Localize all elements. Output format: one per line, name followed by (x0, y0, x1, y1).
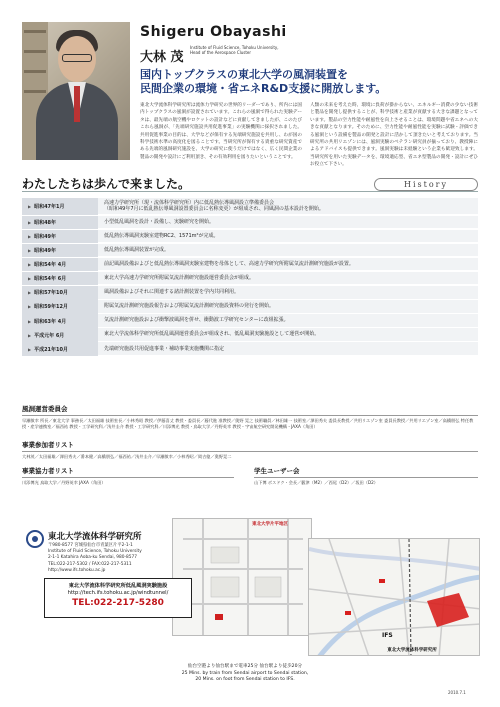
history-label: History (374, 178, 478, 191)
history-event (98, 198, 478, 215)
name-english: Shigeru Obayashi (140, 24, 287, 40)
access-info: 仙台空港より仙台駅まで電車25分 仙台駅より徒歩20分 25 Mins. by train from Sendai airport to Sendai station, 20 Mins. on foot from Sendai station to IFS. (181, 664, 309, 683)
partners-rule (22, 477, 234, 478)
members-section (22, 440, 478, 460)
history-event-text: 低乱熱伝導風洞装置が完成。 (104, 246, 170, 253)
partners-list: 川添博光 鳥取大学／丹野英幸 JAXA（角田） (22, 480, 106, 485)
committee-members: 早瀬敏幸 所長／東北大学 事務長／太田福雄 技術室長／小林秀昭 教授／伊藤喜丈 教授・委員長／藤代進 准教授／奥野 晃之 技術職員／林田雄一 技術室／澤田秀夫 委員長教授／共用リエゾン室 委員長教授／共用リエゾン室／高橋朋弘 特任教授・産学連携室／福西祐 教授・工学研究科／浅井圭介 教授・工学研究科／川添博光 教授・鳥取大学／丹野英幸 教授・宇宙航空研究開発機構・JAXA（角田） (22, 418, 474, 429)
history-row (22, 328, 478, 342)
history-event-text: 高速力学研究所（現・流体科学研究所）内に低乱熱伝導風洞設立準備委員会 (104, 199, 275, 206)
history-row (22, 272, 478, 286)
history-year: ▶ 平成21年10月 (22, 342, 98, 356)
map-caption: 東北大学流体科学研究所 (387, 648, 437, 653)
ifs-logo (26, 530, 44, 548)
members-rule (22, 451, 478, 452)
history-row (22, 244, 478, 258)
history-event (98, 300, 478, 314)
history-event (98, 230, 478, 244)
history-year: ▶ 昭和63年 4月 (22, 314, 98, 328)
name-japanese: 大林 茂 (140, 50, 184, 65)
history-row (22, 286, 478, 300)
history-event (98, 328, 478, 342)
history-year: ▶ 昭和59年12月 (22, 300, 98, 314)
history-event-text: 風洞設備およびそれに関連する諸計測装置を学内共同利用。 (104, 289, 240, 296)
history-year: ▶ 昭和49年 (22, 244, 98, 258)
history-event (98, 216, 478, 230)
institute-address: 〒980-8577 宮城県仙台市青葉区片平2-1-1 Institute of Fluid Science, Tohoku University 2-1-1 Katahira Aoba-ku Sendai, 980-8577 TEL:022-217-5302 / FAX:022-217-5311 http://www.ifs.tohoku.ac.jp (48, 543, 142, 573)
partners-section (22, 466, 234, 486)
campus-label: 東北大学片平地区 (252, 522, 288, 527)
history-event (98, 286, 478, 300)
publication-date: 2010.7.1 (448, 690, 466, 695)
students-section (254, 466, 478, 486)
committee-rule (22, 415, 478, 416)
students-rule (254, 477, 478, 478)
students-title: 学生ユーザー会 (254, 467, 300, 475)
history-row (22, 258, 478, 272)
history-event-text: 前記風洞設備およびと低乱熱伝導風洞実験室建物を母体として、高速力学研究所附属気流計測研究施設が設置。 (104, 261, 354, 268)
history-event-text: 先端研究施設共用促進事業・補助事業実施機関に指定 (104, 345, 225, 352)
history-event-text: 東北大学流体科学研究所低乱風洞運営委員会が組成され、低乱風洞実験施設として運営が開始。 (104, 331, 320, 338)
history-row (22, 342, 478, 356)
windtunnel-url[interactable]: http://tech.ifs.tohoku.ac.jp/windtunnel/ (67, 590, 169, 596)
history-event-text: 附属気流計測研究施設報告および附属気流計測研究施設資料の発行を開始。 (104, 303, 275, 310)
history-row (22, 314, 478, 328)
history-event (98, 314, 478, 328)
history-timeline (22, 198, 478, 357)
history-event (98, 272, 478, 286)
portrait-photo (22, 22, 130, 160)
committee-section (22, 404, 478, 430)
windtunnel-title: 東北大学流体科学研究所低乱風洞実験施設 (68, 583, 168, 589)
intro-column-2: 人類の未来を考えた時、環境に負荷が掛からない、エネルギー消費の少ない技術と製品を開発し提供することが、科学技術と産業が貢献する大きな課題となっています。製品の空力性能や耐風性を向上させることは、環境問題や省エネへの大きな貢献となります。そのために、空力性能や耐風性能を実験に試験・評価できる風洞という設備を製品の開発と設計に活かして頂きたいと考えております。当研究所の共用リエゾンには、風洞実験のベテラン研究員が揃っており、教授陣によるアドバイスも提供できます。風洞実験は未経験という企業も歓迎致します。当研究所を用いた実験データを、環境適応型、省エネ型製品の開発・設計にぜひお役立て下さい。 (310, 103, 478, 168)
history-event (98, 342, 478, 356)
history-title: わたしたちは歩んで来ました。 (22, 177, 191, 191)
history-year: ▶ 昭和47年1月 (22, 198, 98, 215)
area-map (308, 538, 480, 656)
campus-map (172, 518, 312, 636)
history-event-text-2: （昭和49年7月に低乱熱伝導風洞設置委員会に名称変更）が組成され、同風洞の基本設計を開始。 (104, 206, 324, 212)
history-divider (22, 191, 478, 192)
history-row (22, 300, 478, 314)
history-row (22, 198, 478, 215)
windtunnel-tel: TEL:022-217-5280 (72, 598, 164, 608)
history-year: ▶ 昭和48年 (22, 216, 98, 230)
history-event-text: 小型低乱風洞を設計・設備し、実験研究を開始。 (104, 218, 215, 225)
ifs-map-label: IFS (382, 632, 393, 639)
history-year: ▶ 昭和57年10月 (22, 286, 98, 300)
affiliation: Institute of Fluid Science, Tohoku University, Head of the Aerospace Cluster (190, 45, 279, 55)
headline: 国内トップクラスの東北大学の風洞装置を 民間企業の環境・省エネR&D支援に開放します。 (140, 68, 387, 95)
history-event (98, 244, 478, 258)
committee-title: 風洞運営委員会 (22, 405, 68, 413)
history-row (22, 230, 478, 244)
history-event-text: 東北大学高速力学研究所附属気流計測研究施設運営委員会が組成。 (104, 275, 255, 282)
history-year: ▶ 昭和54年 6月 (22, 272, 98, 286)
members-list: 大林茂／太田福雄／澤田秀夫／番本健／高橋朋弘／福西祐／浅井圭介／早瀬敏幸／小林秀昭／岡吉億／奥野晃二 (22, 454, 232, 459)
windtunnel-contact-box (44, 578, 192, 618)
history-event (98, 258, 478, 272)
history-year: ▶ 昭和54年 4月 (22, 258, 98, 272)
history-row (22, 216, 478, 230)
history-year: ▶ 昭和49年 (22, 230, 98, 244)
history-event-text: 気流計測研究施設および衝撃波風洞を併せ、衝動波工学研究センターに改組拡張。 (104, 317, 289, 324)
intro-column-1: 東北大学流体科学研究所は流体力学研究の世界的リーダーであり、所内には国内トップクラスの風洞が設置されています。これらの風洞で得られた実験データは、最先端の航空機やロケットの設計などに貢献してきましたが、このたびこれら風洞が、「先端研究施設共用促進事業」の実験機関に採択されました。共用促進事業の目的は、大学などが保有する先端研究施設を共用し、わが国の科学技術水準の高度化を図ることです。当研究所が保有する貴重な研究資産である先端的風洞研究施設を、大学の研究に使うだけではなく、広く民間企業の製品の開発や設計にご利用頂き、その有効利用を図りたいということです。 (140, 103, 302, 160)
history-event-text: 低乱熱伝導風洞実験室建物RC2、1571m²が完成。 (104, 232, 219, 239)
institute-name: 東北大学流体科学研究所 (48, 532, 142, 542)
history-year: ▶ 平成元年 6月 (22, 328, 98, 342)
partners-title: 事業協力者リスト (22, 467, 74, 475)
students-list: 山下博 ボスドク・会長／藪津（M2）／西尾（D2）／坂田（D2） (254, 480, 378, 485)
members-title: 事業参加者リスト (22, 441, 74, 449)
